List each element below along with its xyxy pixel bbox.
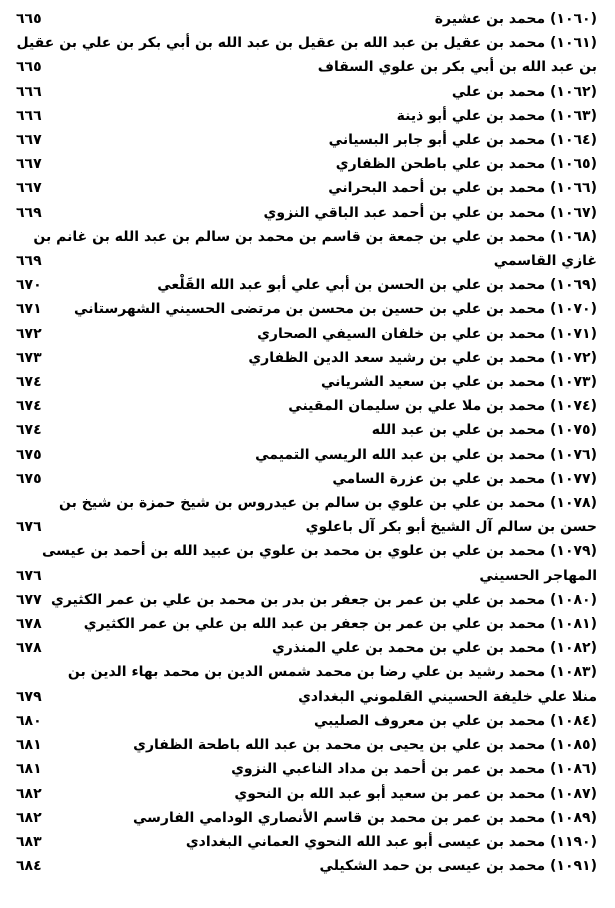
index-entry: [16, 612, 597, 636]
page-number: ٦٦٥: [16, 11, 42, 27]
page-number: ٦٧٥: [16, 470, 42, 487]
page-number: ٦٧٨: [16, 616, 42, 633]
index-entry: [16, 80, 597, 104]
page-number: ٦٧٤: [16, 374, 42, 391]
entry-title-continuation: حسن بن سالم آل الشيخ أبو بكر آل باعلوي: [305, 519, 597, 536]
entry-title-continuation: منلا علي خليفة الحسيني القلموني البغدادي: [298, 688, 597, 705]
entry-title: (١٠٨٧) محمد بن عمر بن سعيد أبو عبد الله بن النحوي: [234, 785, 597, 802]
entry-title: (١٠٦٨) محمد بن علي بن جمعة بن قاسم بن محمد بن سالم بن عبد الله بن غانم بن: [33, 228, 597, 245]
entry-title: (١٠٧٣) محمد بن علي بن سعيد الشرياني: [320, 374, 597, 391]
entry-title: (١٠٦٥) محمد بن علي باطحن الظفاري: [335, 156, 597, 173]
entry-title: (١٠٨٩) محمد بن عمر بن محمد بن قاسم الأنصاري الودامي الفارسي: [132, 809, 597, 826]
index-entry: [16, 370, 597, 394]
index-entry: [16, 636, 597, 660]
entry-title: (١٠٧٥) محمد بن علي بن عبد الله: [371, 422, 597, 439]
index-entry: [16, 322, 597, 346]
page-number: ٦٦٦: [16, 107, 42, 124]
index-entry: [16, 201, 597, 225]
page-number: ٦٧٨: [16, 640, 42, 657]
index-entry: [16, 7, 597, 31]
page-number: ٦٦٧: [16, 180, 42, 197]
entry-title: (١١٩٠) محمد بن عيسى أبو عبد الله النحوي العماني البغدادي: [185, 833, 597, 850]
page-number: ٦٧٤: [16, 422, 42, 439]
page-number: ٦٧٤: [16, 398, 42, 415]
index-entry: [16, 394, 597, 418]
index-entry: [16, 152, 597, 176]
index-entry: [16, 176, 597, 200]
page-number: ٦٧٢: [16, 325, 42, 342]
page-number: ٦٦٩: [16, 204, 42, 221]
entry-title: (١٠٧٩) محمد بن علي بن علوي بن محمد بن علوي بن عبيد الله بن أحمد بن عيسى: [41, 543, 597, 560]
index-entry: [16, 346, 597, 370]
entry-title: (١٠٨٣) محمد رشيد بن علي رضا بن محمد شمس الدين بن محمد بهاء الدين بن: [67, 664, 597, 681]
entry-title: (١٠٨٦) محمد بن عمر بن أحمد بن مداد الناعبي النزوي: [231, 761, 597, 778]
entry-title: (١٠٨١) محمد بن علي بن عمر بن جعفر بن عبد الله بن علي بن عمر الكثيري: [83, 616, 597, 633]
page-number: ٦٦٦: [16, 83, 42, 100]
index-entry: [16, 806, 597, 830]
entry-title: (١٠٧٢) محمد بن علي بن رشيد سعد الدين الظفاري: [248, 349, 597, 366]
page-number: ٦٦٧: [16, 156, 42, 173]
entry-title: (١٠٦٦) محمد بن علي بن أحمد البحراني: [328, 180, 597, 197]
entry-title: (١٠٦٩) محمد بن علي بن الحسن بن أبي علي أبو عبد الله القَلْعي: [157, 277, 597, 294]
entry-title: (١٠٨٠) محمد بن علي بن عمر بن جعفر بن بدر بن محمد بن علي بن عمر الكثيري: [51, 591, 597, 608]
entry-title: (١٠٦٧) محمد بن علي بن أحمد عبد الباقي النزوي: [263, 204, 597, 221]
entry-title: (١٠٧٨) محمد بن علي بن علوي بن سالم بن عيدروس بن شيخ حمزة بن شيخ بن: [59, 495, 597, 512]
index-entry: [16, 709, 597, 733]
index-entry: [16, 128, 597, 152]
index-entry: [16, 418, 597, 442]
page-number: ٦٨٣: [16, 833, 42, 850]
page-number: ٦٧١: [16, 301, 42, 318]
index-entry: [16, 588, 597, 612]
entry-title: (١٠٦١) محمد بن عقيل بن عبد الله بن عقيل بن عبد الله بن أبي بكر بن علي بن عقيل: [16, 35, 597, 52]
page-number: ٦٨٢: [16, 809, 42, 826]
entry-title-continuation: بن عبد الله بن أبي بكر بن علوي السقاف: [317, 59, 597, 76]
entry-title: (١٠٦٢) محمد بن علي: [451, 83, 597, 100]
index-entry: [16, 104, 597, 128]
index-list: [16, 7, 597, 878]
entry-title: (١٠٨٤) محمد بن علي بن معروف الصليبي: [313, 712, 597, 729]
entry-title: (١٠٧٦) محمد بن علي بن عبد الله الريسي التميمي: [255, 446, 597, 463]
entry-title: (١٠٦٠) محمد بن عشيرة: [434, 11, 597, 27]
index-entry: [16, 854, 597, 878]
index-entry: [16, 443, 597, 467]
entry-title-continuation: المهاجر الحسيني: [479, 567, 597, 584]
page-number: ٦٦٥: [16, 59, 42, 76]
index-entry: [16, 660, 597, 708]
entry-title: (١٠٦٣) محمد بن علي أبو ذينة: [396, 107, 597, 124]
entry-title: (١٠٩١) محمد بن عيسى بن حمد الشكيلي: [319, 858, 597, 875]
index-entry: [16, 31, 597, 79]
page-number: ٦٧٥: [16, 446, 42, 463]
page-number: ٦٧٧: [16, 591, 42, 608]
entry-title: (١٠٨٢) محمد بن علي بن محمد بن علي المنذري: [271, 640, 597, 657]
page-number: ٦٨١: [16, 761, 42, 778]
index-entry: [16, 757, 597, 781]
entry-title-continuation: غازي القاسمي: [493, 253, 597, 270]
page-number: ٦٨٢: [16, 785, 42, 802]
page-number: ٦٨١: [16, 737, 42, 754]
page-number: ٦٨٤: [16, 858, 42, 875]
entry-title: (١٠٧٤) محمد بن ملا علي بن سليمان المقيني: [288, 398, 597, 415]
page-number: ٦٦٩: [16, 253, 42, 270]
index-entry: [16, 225, 597, 273]
page-number: ٦٧٦: [16, 519, 42, 536]
index-entry: [16, 539, 597, 587]
page-number: ٦٧٦: [16, 567, 42, 584]
page-number: ٦٧٠: [16, 277, 42, 294]
entry-title: (١٠٧٧) محمد بن علي بن عزرة السامي: [332, 470, 597, 487]
entry-title: (١٠٧٠) محمد بن علي بن حسين بن محسن بن مرتضى الحسيني الشهرستاني: [74, 301, 597, 318]
index-entry: [16, 782, 597, 806]
index-entry: [16, 467, 597, 491]
index-entry: [16, 297, 597, 321]
entry-title: (١٠٦٤) محمد بن علي أبو جابر البسياني: [328, 132, 597, 149]
entry-title: (١٠٧١) محمد بن علي بن خلفان السيفي الصحاري: [257, 325, 597, 342]
index-entry: [16, 830, 597, 854]
index-entry: [16, 273, 597, 297]
entry-title: (١٠٨٥) محمد بن علي بن يحيى بن محمد بن عبد الله باطحة الظفاري: [133, 737, 597, 754]
page-number: ٦٦٧: [16, 132, 42, 149]
index-entry: [16, 491, 597, 539]
page-number: ٦٧٩: [16, 688, 42, 705]
page-number: ٦٧٣: [16, 349, 42, 366]
index-entry: [16, 733, 597, 757]
page-number: ٦٨٠: [16, 712, 42, 729]
